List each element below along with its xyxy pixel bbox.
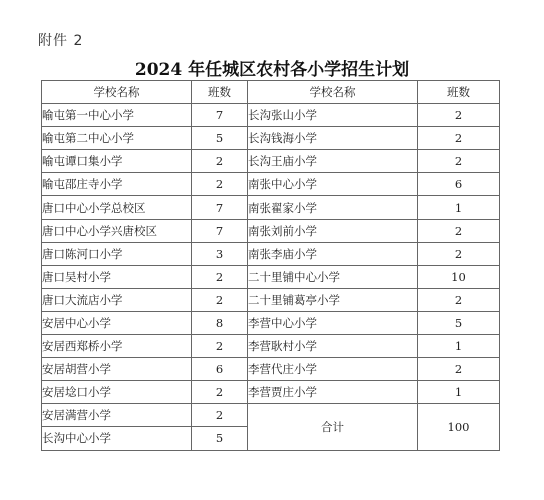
enrollment-plan-table	[41, 80, 500, 451]
class-count-cell: 7	[192, 219, 248, 242]
table-row	[42, 358, 500, 381]
school-name-cell: 安居西郑桥小学	[42, 335, 192, 358]
table-row	[42, 150, 500, 173]
class-count-cell: 2	[192, 335, 248, 358]
class-count-cell: 1	[418, 196, 500, 219]
school-name-cell: 南张李庙小学	[248, 242, 418, 265]
attachment-label: 附件 2	[38, 33, 84, 49]
table-row	[42, 127, 500, 150]
class-count-cell: 7	[192, 196, 248, 219]
school-name-cell: 安居埝口小学	[42, 381, 192, 404]
class-count-cell: 2	[192, 288, 248, 311]
school-name-cell: 长沟钱海小学	[248, 127, 418, 150]
class-count-cell: 2	[418, 242, 500, 265]
school-name-cell: 二十里铺中心小学	[248, 265, 418, 288]
school-name-cell: 南张刘前小学	[248, 219, 418, 242]
school-name-cell: 唐口大流店小学	[42, 288, 192, 311]
table-row	[42, 288, 500, 311]
class-count-cell: 8	[192, 311, 248, 334]
table-row	[42, 196, 500, 219]
total-label-cell: 合计	[248, 404, 418, 450]
class-count-cell: 5	[418, 311, 500, 334]
table-row	[42, 173, 500, 196]
header-classes-right: 班数	[418, 81, 500, 104]
class-count-cell: 2	[418, 104, 500, 127]
class-count-cell: 6	[192, 358, 248, 381]
school-name-cell: 喻屯第一中心小学	[42, 104, 192, 127]
class-count-cell: 2	[192, 150, 248, 173]
class-count-cell: 2	[418, 358, 500, 381]
table-row	[42, 381, 500, 404]
table-header-row	[42, 81, 500, 104]
table-row	[42, 242, 500, 265]
class-count-cell: 2	[418, 150, 500, 173]
class-count-cell: 5	[192, 127, 248, 150]
school-name-cell: 二十里铺葛亭小学	[248, 288, 418, 311]
class-count-cell: 10	[418, 265, 500, 288]
table-body	[42, 104, 500, 450]
table-row	[42, 404, 500, 427]
school-name-cell: 南张中心小学	[248, 173, 418, 196]
header-school-name-left: 学校名称	[42, 81, 192, 104]
class-count-cell: 6	[418, 173, 500, 196]
school-name-cell: 安居满营小学	[42, 404, 192, 427]
school-name-cell: 唐口吴村小学	[42, 265, 192, 288]
school-name-cell: 李营耿村小学	[248, 335, 418, 358]
table-row	[42, 265, 500, 288]
total-classes-cell: 100	[418, 404, 500, 450]
class-count-cell: 7	[192, 104, 248, 127]
class-count-cell: 1	[418, 335, 500, 358]
school-name-cell: 长沟王庙小学	[248, 150, 418, 173]
school-name-cell: 南张翟家小学	[248, 196, 418, 219]
class-count-cell: 3	[192, 242, 248, 265]
class-count-cell: 2	[192, 404, 248, 427]
school-name-cell: 安居中心小学	[42, 311, 192, 334]
table-row	[42, 335, 500, 358]
table-row	[42, 311, 500, 334]
class-count-cell: 5	[192, 427, 248, 450]
school-name-cell: 安居胡营小学	[42, 358, 192, 381]
class-count-cell: 2	[192, 265, 248, 288]
school-name-cell: 李营贾庄小学	[248, 381, 418, 404]
class-count-cell: 2	[418, 219, 500, 242]
class-count-cell: 1	[418, 381, 500, 404]
class-count-cell: 2	[418, 288, 500, 311]
school-name-cell: 唐口中心小学兴唐校区	[42, 219, 192, 242]
header-classes-left: 班数	[192, 81, 248, 104]
class-count-cell: 2	[418, 127, 500, 150]
school-name-cell: 唐口中心小学总校区	[42, 196, 192, 219]
table-row	[42, 219, 500, 242]
school-name-cell: 长沟中心小学	[42, 427, 192, 450]
class-count-cell: 2	[192, 173, 248, 196]
table-row	[42, 104, 500, 127]
school-name-cell: 喻屯邵庄寺小学	[42, 173, 192, 196]
class-count-cell: 2	[192, 381, 248, 404]
school-name-cell: 喻屯谭口集小学	[42, 150, 192, 173]
school-name-cell: 长沟张山小学	[248, 104, 418, 127]
header-school-name-right: 学校名称	[248, 81, 418, 104]
school-name-cell: 李营中心小学	[248, 311, 418, 334]
school-name-cell: 唐口陈河口小学	[42, 242, 192, 265]
page-title: 2024 年任城区农村各小学招生计划	[134, 60, 410, 80]
school-name-cell: 喻屯第二中心小学	[42, 127, 192, 150]
school-name-cell: 李营代庄小学	[248, 358, 418, 381]
